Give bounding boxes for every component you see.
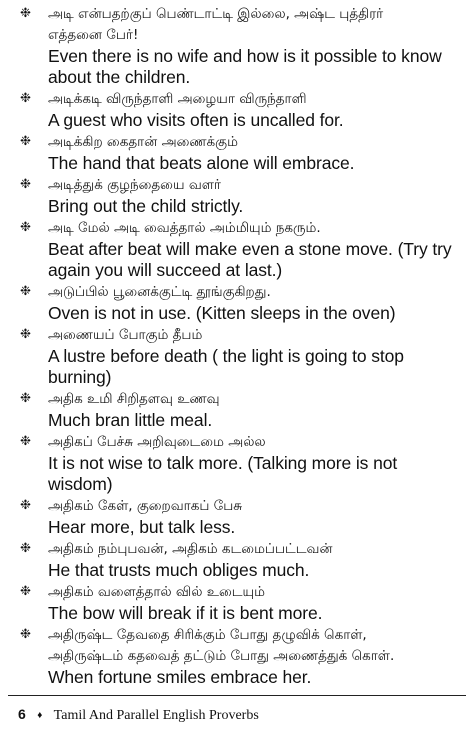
- english-translation: When fortune smiles embrace her.: [48, 667, 312, 687]
- flower-bullet-icon: ❉: [20, 91, 31, 106]
- proverb-entry: [10, 389, 464, 431]
- tamil-proverb: அதிகம் நம்புபவன், அதிகம் கடமைப்பட்டவன்: [48, 541, 333, 557]
- footer-rule: [8, 695, 466, 696]
- tamil-proverb: அதிகப் பேச்சு அறிவுடைமை அல்ல: [48, 434, 266, 450]
- tamil-proverb: அடி என்பதற்குப் பெண்டாட்டி இல்லை, அஷ்ட புத்திரர்: [48, 6, 384, 22]
- page-footer: [0, 695, 474, 733]
- tamil-proverb: அதிகம் கேள், குறைவாகப் பேசு: [48, 498, 243, 514]
- tamil-proverb: அதிருஷ்ட தேவதை சிரிக்கும் போது தழுவிக் கொள்,: [48, 627, 367, 643]
- proverb-entry: [10, 432, 464, 495]
- english-translation: It is not wise to talk more. (Talking more is not wisdom): [48, 453, 398, 494]
- flower-bullet-icon: ❉: [20, 284, 31, 299]
- proverb-entry: [10, 625, 464, 688]
- proverb-entry: [10, 4, 464, 88]
- flower-bullet-icon: ❉: [20, 177, 31, 192]
- english-translation: The bow will break if it is bent more.: [48, 603, 323, 623]
- proverb-entry: [10, 89, 464, 131]
- tamil-proverb: எத்தனை பேர்!: [48, 27, 139, 43]
- english-translation: A guest who visits often is uncalled for.: [48, 110, 344, 130]
- english-translation: Hear more, but talk less.: [48, 517, 236, 537]
- page-number: 6: [18, 706, 26, 722]
- tamil-proverb: அடிக்கடி விருந்தாளி அழையா விருந்தாளி: [48, 91, 307, 107]
- book-title: Tamil And Parallel English Proverbs: [53, 708, 259, 723]
- english-translation: Beat after beat will make even a stone move. (Try try again you will succeed at last.): [48, 239, 452, 280]
- diamond-separator-icon: ♦: [37, 710, 43, 721]
- tamil-proverb: அடி மேல் அடி வைத்தால் அம்மியும் நகரும்.: [48, 220, 321, 236]
- proverb-entry: [10, 282, 464, 324]
- flower-bullet-icon: ❉: [20, 220, 31, 235]
- flower-bullet-icon: ❉: [20, 391, 31, 406]
- tamil-proverb: அணையப் போகும் தீபம்: [48, 327, 203, 343]
- flower-bullet-icon: ❉: [20, 6, 31, 21]
- proverb-entry: [10, 325, 464, 388]
- flower-bullet-icon: ❉: [20, 498, 31, 513]
- flower-bullet-icon: ❉: [20, 134, 31, 149]
- proverb-entry: [10, 218, 464, 281]
- proverb-entry: [10, 539, 464, 581]
- english-translation: Bring out the child strictly.: [48, 196, 244, 216]
- english-translation: Much bran little meal.: [48, 410, 213, 430]
- tamil-proverb: அதிருஷ்டம் கதவைத் தட்டும் போது அணைத்துக் கொள்.: [48, 648, 395, 664]
- proverb-entry: [10, 496, 464, 538]
- english-translation: Even there is no wife and how is it possible to know about the children.: [48, 46, 442, 87]
- tamil-proverb: அடித்துக் குழந்தையை வளர்: [48, 177, 221, 193]
- tamil-proverb: அதிக உமி சிறிதளவு உணவு: [48, 391, 220, 407]
- flower-bullet-icon: ❉: [20, 584, 31, 599]
- proverb-entry: [10, 582, 464, 624]
- proverb-entry: [10, 175, 464, 217]
- english-translation: Oven is not in use. (Kitten sleeps in the oven): [48, 303, 396, 323]
- tamil-proverb: அதிகம் வளைத்தால் வில் உடையும்: [48, 584, 265, 600]
- english-translation: He that trusts much obliges much.: [48, 560, 310, 580]
- proverb-list: [10, 4, 464, 688]
- footer-line: [18, 705, 259, 726]
- tamil-proverb: அடுப்பில் பூனைக்குட்டி தூங்குகிறது.: [48, 284, 271, 300]
- proverb-entry: [10, 132, 464, 174]
- tamil-proverb: அடிக்கிற கைதான் அணைக்கும்: [48, 134, 238, 150]
- flower-bullet-icon: ❉: [20, 327, 31, 342]
- flower-bullet-icon: ❉: [20, 541, 31, 556]
- flower-bullet-icon: ❉: [20, 434, 31, 449]
- english-translation: The hand that beats alone will embrace.: [48, 153, 355, 173]
- flower-bullet-icon: ❉: [20, 627, 31, 642]
- english-translation: A lustre before death ( the light is going to stop burning): [48, 346, 404, 387]
